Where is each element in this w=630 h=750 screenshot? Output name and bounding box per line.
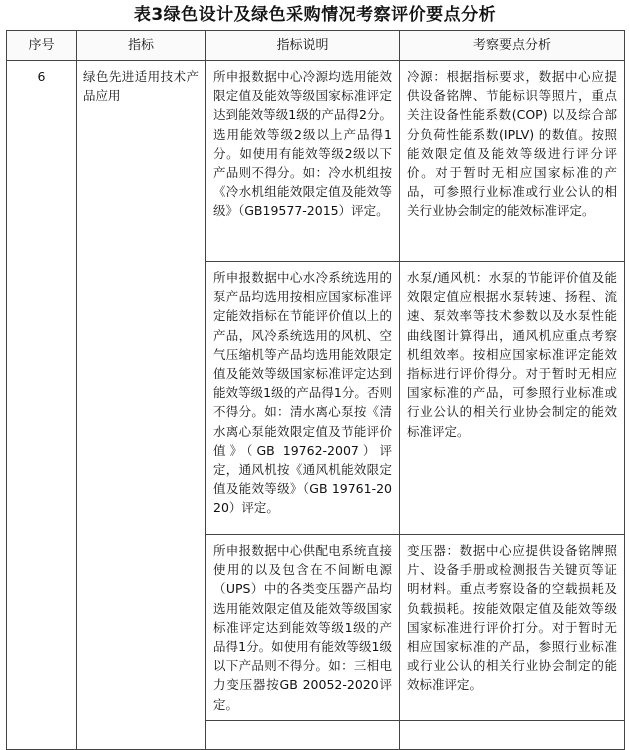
item-pump-description: 所申报数据中心水冷系统选用的泵产品均选用按相应国家标准评定能效指标在节能评价值以上的产品，风冷系统选用的风机、空气压缩机等产品均选用能效限定值及能效等级国家标准评定达到能效等级1级的产品得1分。否则不得分。如：清水离心泵按《清水离心泵能效限定值及节能评价值》（GB 19762-2007）评定，通风机按《通风机能效限定值及能效等级》（GB 19761-2020）评定。 — [206, 262, 400, 535]
header-row — [7, 31, 625, 61]
item-cooling-description: 所申报数据中心冷源均选用能效限定值及能效等级国家标准评定达到能效等级1级的产品得2分。选用能效等级2级以上产品得1分。如使用有能效等级2级以下产品则不得分。如：冷水机组按《冷水机组能效限定值及能效等级》（GB19577-2015）评定。 — [206, 61, 400, 262]
table-title: 表3绿色设计及绿色采购情况考察评价要点分析 — [133, 5, 497, 25]
item-pump-analysis: 水泵/通风机：水泵的节能评价值及能效限定值应根据水泵转速、扬程、流速、泵效率等技术参数以及水泵性能曲线图计算得出，通风机应重点考察机组效率。按相应国家标准评定能效指标进行评价得分。对于暂时无相应国家标准的产品，可参照行业标准或行业公认的相关行业协会制定的能效标准评定。 — [400, 262, 625, 535]
row-index: 6 — [7, 61, 77, 750]
evaluation-table — [6, 30, 625, 750]
row-indicator: 绿色先进适用技术产品应用 — [77, 61, 206, 750]
header-indicator: 指标 — [77, 31, 206, 61]
item-cooling-analysis: 冷源：根据指标要求，数据中心应提供设备铭牌、节能标识等照片，重点关注设备性能系数(COP) 以及综合部分负荷性能系数(IPLV) 的数值。按照能效限定值及能效等级进行评分评价。对于暂时无相应国家标准的产品，可参照行业标准或行业公认的相关行业协会制定的能效标准评定。 — [400, 61, 625, 262]
table-row — [7, 61, 625, 262]
header-index: 序号 — [7, 31, 77, 61]
item-transformer-description: 所申报数据中心供配电系统直接使用的以及包含在不间断电源（UPS）中的各类变压器产品均选用能效限定值及能效等级国家标准评定达到能效等级1级的产品得1分。如使用有能效等级1级以下产品则不得分。如：三相电力变压器按GB 20052-2020评定。 — [206, 535, 400, 721]
item-transformer-analysis: 变压器：数据中心应提供设备铭牌照片、设备手册或检测报告关键页等证明材料。重点考察设备的空载损耗及负载损耗。按能效限定值及能效等级国家标准进行评价打分。对于暂时无相应国家标准的产品，参照行业标准或行业公认的相关行业协会制定的能效标准评定。 — [400, 535, 625, 721]
header-description: 指标说明 — [206, 31, 400, 61]
header-analysis: 考察要点分析 — [400, 31, 625, 61]
